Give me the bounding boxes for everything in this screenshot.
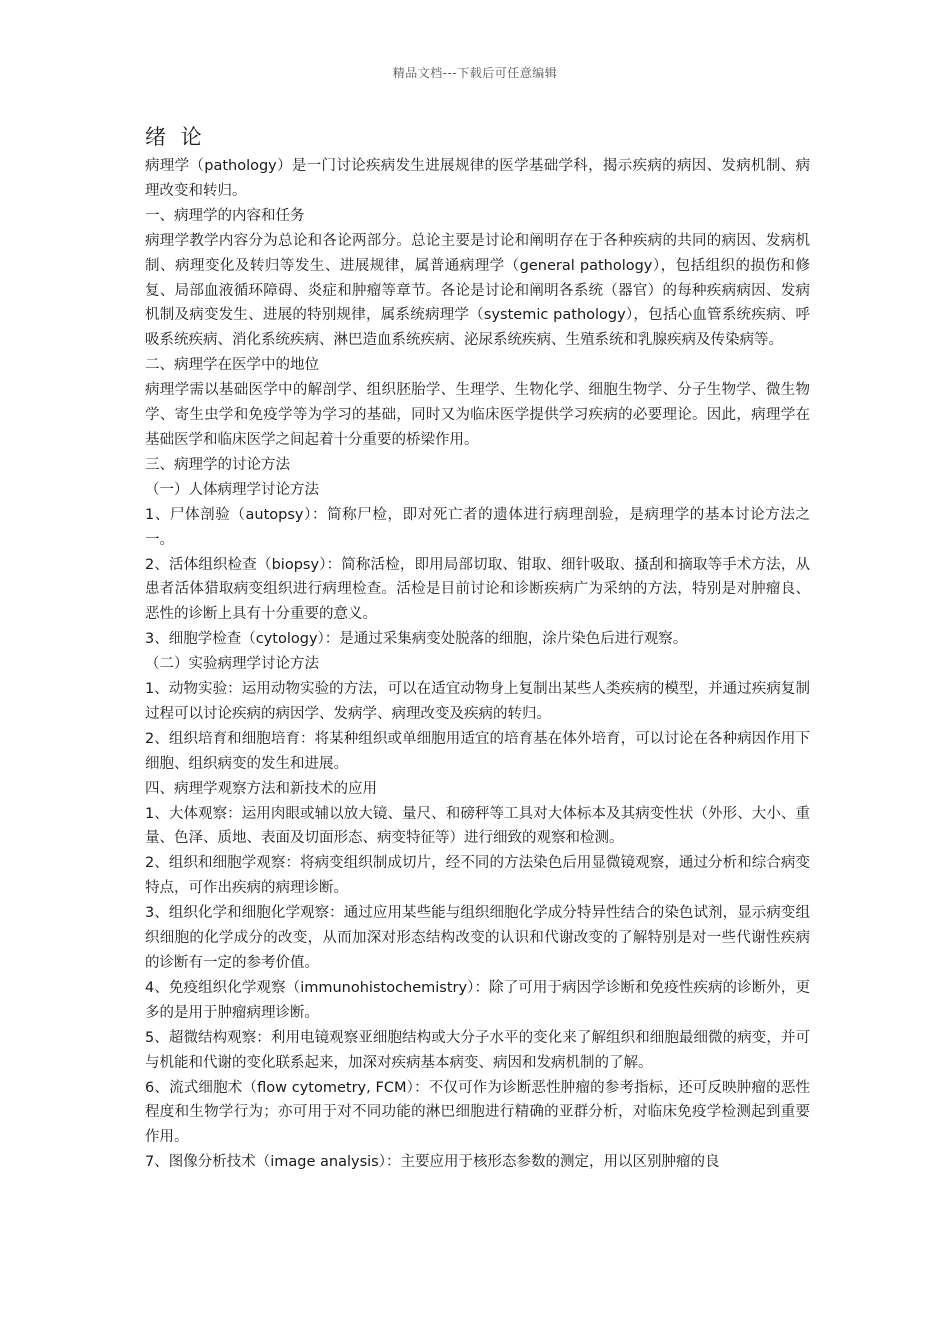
document-body [145, 122, 810, 1175]
document-title: 绪 论 [145, 125, 206, 149]
section-heading: 三、病理学的讨论方法 [145, 456, 290, 473]
list-item: 1、尸体剖验（autopsy）：简称尸检，即对死亡者的遗体进行病理剖验，是病理学的基本讨论方法之一。 [145, 506, 810, 548]
list-item: 2、组织和细胞学观察：将病变组织制成切片，经不同的方法染色后用显微镜观察，通过分析和综合病变特点，可作出疾病的病理诊断。 [145, 855, 810, 897]
subsection-heading: （二）实验病理学讨论方法 [145, 656, 319, 673]
list-item: 6、流式细胞术（flow cytometry, FCM）：不仅可作为诊断恶性肿瘤的参考指标，还可反映肿瘤的恶性程度和生物学行为；亦可用于对不同功能的淋巴细胞进行精确的亚群分析，对临床免疫学检测起到重要作用。 [145, 1079, 810, 1146]
section-heading: 四、病理学观察方法和新技术的应用 [145, 780, 377, 797]
list-item: 1、动物实验：运用动物实验的方法，可以在适宜动物身上复制出某些人类疾病的模型，并通过疾病复制过程可以讨论疾病的病因学、发病学、病理改变及疾病的转归。 [145, 681, 810, 722]
list-item: 2、活体组织检查（biopsy）：简称活检，即用局部切取、钳取、细针吸取、搔刮和摘取等手术方法，从患者活体猎取病变组织进行病理检查。活检是目前讨论和诊断疾病广为采纳的方法，特别是对肿瘤良、恶性的诊断上具有十分重要的意义。 [145, 556, 810, 623]
list-item: 3、组织化学和细胞化学观察：通过应用某些能与组织细胞化学成分特异性结合的染色试剂，显示病变组织细胞的化学成分的改变，从而加深对形态结构改变的认识和代谢改变的了解特别是对一些代谢性疾病的诊断有一定的参考价值。 [145, 905, 810, 971]
section-heading: 二、病理学在医学中的地位 [145, 357, 319, 374]
page-header: 精品文档---下载后可任意编辑 [392, 66, 558, 80]
list-item: 7、图像分析技术（image analysis）：主要应用于核形态参数的测定，用以区别肿瘤的良 [145, 1154, 720, 1171]
subsection-heading: （一）人体病理学讨论方法 [145, 481, 319, 498]
paragraph: 病理学教学内容分为总论和各论两部分。总论主要是讨论和阐明存在于各种疾病的共同的病因、发病机制、病理变化及转归等发生、进展规律，属普通病理学（general pathology），包括组织的损伤和修复、局部血液循环障碍、炎症和肿瘤等章节。各论是讨论和阐明各系统（器官）的每种疾病病因、发病机制及病变发生、进展的特别规律，属系统病理学（systemic pathology），包括心血管系统疾病、呼吸系统疾病、消化系统疾病、淋巴造血系统疾病、泌尿系统疾病、生殖系统和乳腺疾病及传染病等。 [145, 232, 810, 349]
list-item: 5、超微结构观察：利用电镜观察亚细胞结构或大分子水平的变化来了解组织和细胞最细微的病变，并可与机能和代谢的变化联系起来，加深对疾病基本病变、病因和发病机制的了解。 [145, 1029, 810, 1071]
intro-paragraph: 病理学（pathology）是一门讨论疾病发生进展规律的医学基础学科，揭示疾病的病因、发病机制、病理改变和转归。 [145, 158, 810, 199]
paragraph: 病理学需以基础医学中的解剖学、组织胚胎学、生理学、生物化学、细胞生物学、分子生物学、微生物学、寄生虫学和免疫学等为学习的基础，同时又为临床医学提供学习疾病的必要理论。因此，病理学在基础医学和临床医学之间起着十分重要的桥梁作用。 [145, 382, 810, 448]
list-item: 1、大体观察：运用肉眼或辅以放大镜、量尺、和磅秤等工具对大体标本及其病变性状（外形、大小、重量、色泽、质地、表面及切面形态、病变特征等）进行细致的观察和检测。 [145, 805, 810, 847]
section-heading: 一、病理学的内容和任务 [145, 207, 305, 224]
list-item: 4、免疫组织化学观察（immunohistochemistry）：除了可用于病因学诊断和免疫性疾病的诊断外，更多的是用于肿瘤病理诊断。 [145, 979, 810, 1021]
list-item: 2、组织培育和细胞培育：将某种组织或单细胞用适宜的培育基在体外培育，可以讨论在各种病因作用下细胞、组织病变的发生和进展。 [145, 730, 810, 772]
list-item: 3、细胞学检查（cytology）：是通过采集病变处脱落的细胞，涂片染色后进行观察。 [145, 631, 688, 648]
